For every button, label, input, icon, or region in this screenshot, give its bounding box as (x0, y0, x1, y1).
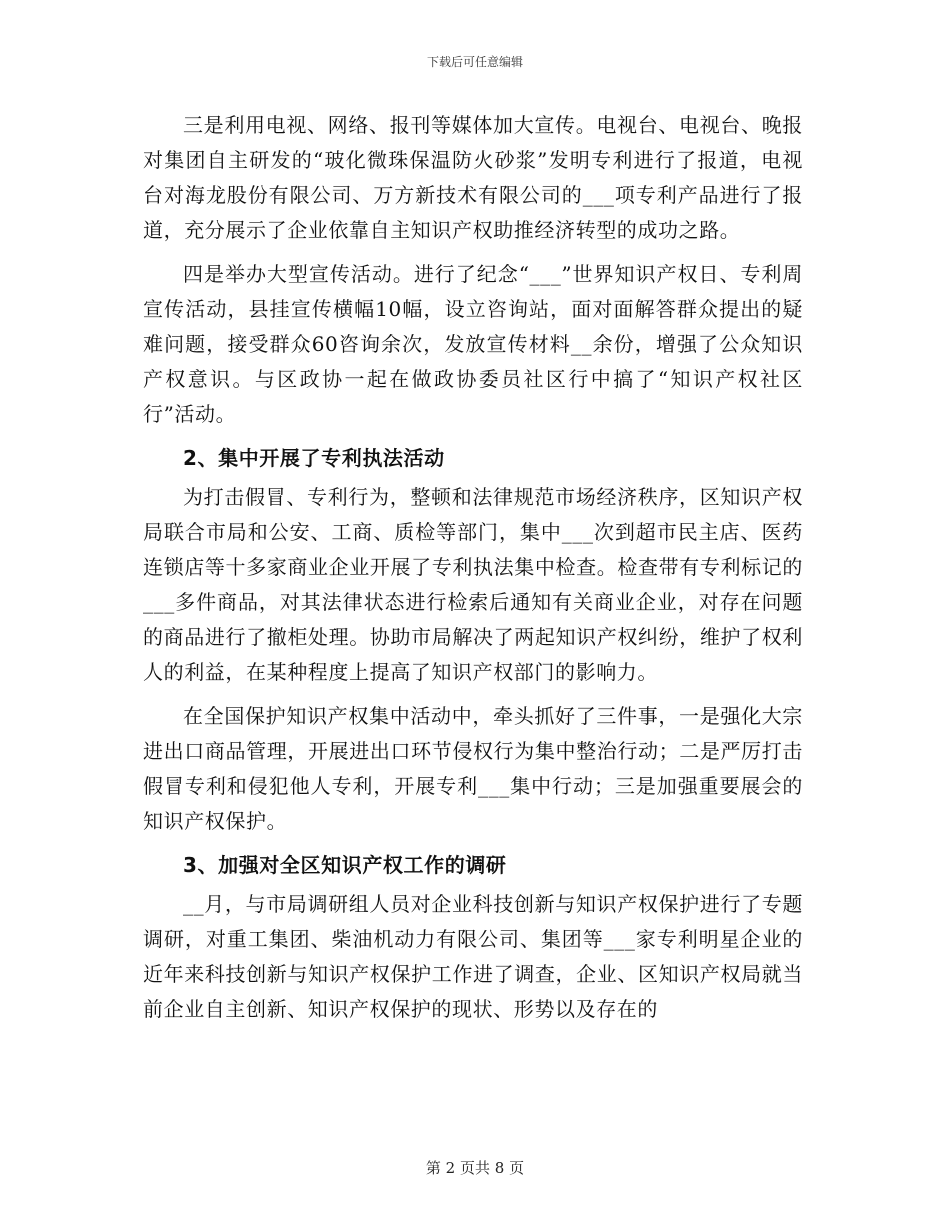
page-footer: 第 2 页共 8 页 (425, 1159, 525, 1177)
page-header: 下载后可任意编辑 (426, 55, 523, 69)
section-heading-patent-enforcement: 2、集中开展了专利执法活动 (183, 446, 445, 470)
paragraph-research: __月，与市局调研组人员对企业科技创新与知识产权保护进行了专题调研，对重工集团、柴油机动力有限公司、集团等___家专利明星企业的近年来科技创新与知识产权保护工作进了调查，企业、区知识产权局就当前企业自主创新、知识产权保护的现状、形势以及存在的 (143, 892, 803, 1021)
paragraph-enforcement-inspection: 为打击假冒、专利行为，整顿和法律规范市场经济秩序，区知识产权局联合市局和公安、工商、质检等部门，集中___次到超市民主店、医药连锁店等十多家商业企业开展了专利执法集中检查。检查带有专利标记的___多件商品，对其法律状态进行检索后通知有关商业企业，对存在问题的商品进行了撤柜处理。协助市局解决了两起知识产权纠纷，维护了权利人的利益，在某种程度上提高了知识产权部门的影响力。 (143, 485, 803, 684)
paragraph-media-publicity: 三是利用电视、网络、报刊等媒体加大宣传。电视台、电视台、晚报对集团自主研发的“玻化微珠保温防火砂浆”发明专利进行了报道，电视台对海龙股份有限公司、万方新技术有限公司的___项专利产品进行了报道，充分展示了企业依靠自主知识产权助推经济转型的成功之路。 (143, 113, 803, 242)
document-body (143, 108, 803, 1036)
paragraph-national-campaign: 在全国保护知识产权集中活动中，牵头抓好了三件事，一是强化大宗进出口商品管理，开展进出口环节侵权行为集中整治行动；二是严厉打击假冒专利和侵犯他人专利，开展专利___集中行动；三是加强重要展会的知识产权保护。 (143, 704, 803, 833)
paragraph-publicity-activities: 四是举办大型宣传活动。进行了纪念“___”世界知识产权日、专利周宣传活动，县挂宣传横幅10幅，设立咨询站，面对面解答群众提出的疑难问题，接受群众60咨询余次，发放宣传材料__余份，增强了公众知识产权意识。与区政协一起在做政协委员社区行中搞了“知识产权社区行”活动。 (143, 262, 803, 426)
section-heading-research: 3、加强对全区知识产权工作的调研 (183, 853, 507, 877)
